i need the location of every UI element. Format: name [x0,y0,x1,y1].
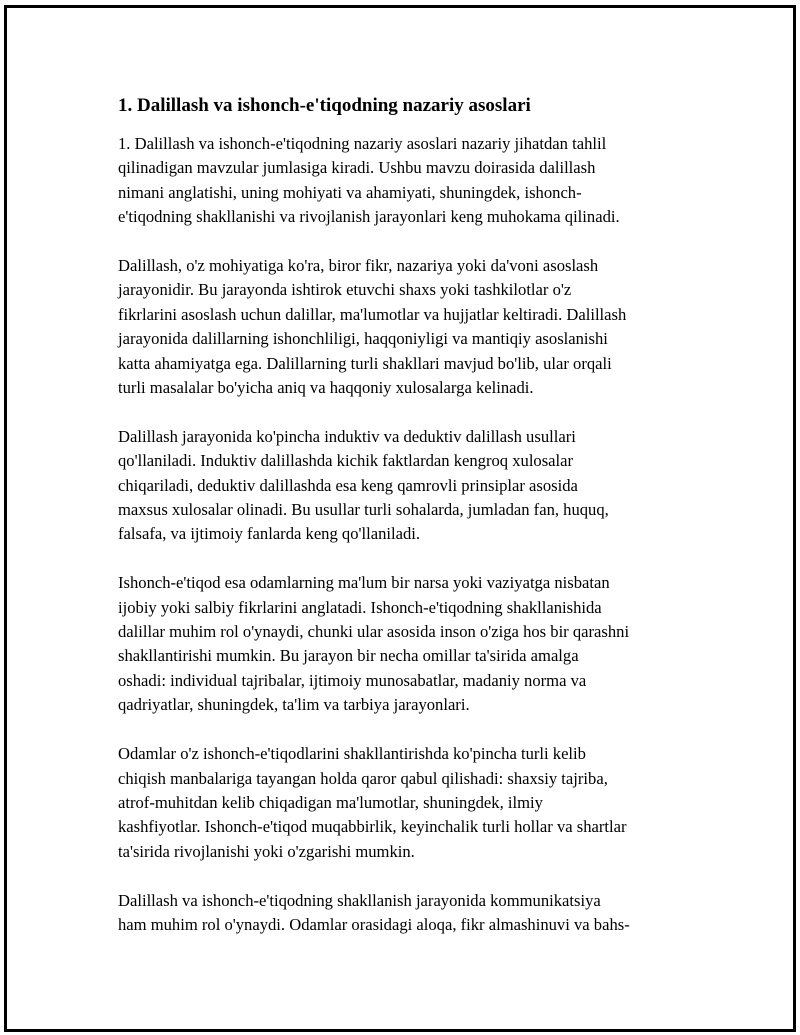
text-line: chiqish manbalariga tayangan holda qaror qabul qilishadi: shaxsiy tajriba, [118,768,608,788]
text-line: turli masalalar bo'yicha aniq va haqqoniy xulosalarga kelinadi. [118,378,534,398]
paragraph-4 [118,571,698,717]
text-line: shakllantirishi mumkin. Bu jarayon bir necha omillar ta'sirida amalga [118,646,579,666]
paragraph-6 [118,889,698,938]
text-line: qadriyatlar, shuningdek, ta'lim va tarbiya jarayonlari. [118,695,470,715]
text-line: oshadi: individual tajribalar, ijtimoiy munosabatlar, madaniy norma va [118,670,587,690]
text-line: dalillar muhim rol o'ynaydi, chunki ular asosida inson o'ziga hos bir qarashni [118,622,630,642]
text-line: e'tiqodning shakllanishi va rivojlanish jarayonlari keng muhokama qilinadi. [118,207,620,227]
section-heading: 1. Dalillash va ishonch-e'tiqodning nazariy asoslari [118,95,531,116]
text-line: jarayonida dalillarning ishonchliligi, haqqoniyligi va mantiqiy asoslanishi [118,329,608,349]
document-body [118,94,698,937]
text-line: maxsus xulosalar olinadi. Bu usullar turli sohalarda, jumladan fan, huquq, [118,500,609,520]
text-line: jarayonidir. Bu jarayonda ishtirok etuvchi shaxs yoki tashkilotlar o'z [118,280,572,300]
text-line: fikrlarini asoslash uchun dalillar, ma'lumotlar va hujjatlar keltiradi. Dalillash [118,304,627,324]
text-line: qilinadigan mavzular jumlasiga kiradi. Ushbu mavzu doirasida dalillash [118,158,596,178]
text-line: ta'sirida rivojlanishi yoki o'zgarishi mumkin. [118,841,415,861]
text-line: 1. Dalillash va ishonch-e'tiqodning nazariy asoslari nazariy jihatdan tahlil [118,134,607,153]
text-line: nimani anglatishi, uning mohiyati va ahamiyati, shuningdek, ishonch- [118,182,582,202]
text-line: katta ahamiyatga ega. Dalillarning turli shakllari mavjud bo'lib, ular orqali [118,353,612,373]
text-line: ijobiy yoki salbiy fikrlarini anglatadi. Ishonch-e'tiqodning shakllanishida [118,597,602,617]
paragraph-3 [118,425,698,547]
text-line: Dalillash jarayonida ko'pincha induktiv va deduktiv dalillash usullari [118,426,576,446]
text-line: Dalillash, o'z mohiyatiga ko'ra, biror fikr, nazariya yoki da'voni asoslash [118,256,599,276]
paragraph-2 [118,254,698,400]
text-line: atrof-muhitdan kelib chiqadigan ma'lumotlar, shuningdek, ilmiy [118,792,543,812]
text-line: ham muhim rol o'ynaydi. Odamlar orasidagi aloqa, fikr almashinuvi va bahs- [118,914,630,934]
text-line: chiqariladi, deduktiv dalillashda esa keng qamrovli prinsiplar asosida [118,475,578,495]
text-line: falsafa, va ijtimoiy fanlarda keng qo'llaniladi. [118,524,421,544]
text-line: kashfiyotlar. Ishonch-e'tiqod muqabbirlik, keyinchalik turli hollar va shartlar [118,817,627,837]
paragraph-1 [118,132,698,230]
paragraph-5 [118,742,698,864]
text-line: Dalillash va ishonch-e'tiqodning shakllanish jarayonida kommunikatsiya [118,890,601,910]
text-line: Odamlar o'z ishonch-e'tiqodlarini shakllantirishda ko'pincha turli kelib [118,744,586,764]
text-line: Ishonch-e'tiqod esa odamlarning ma'lum bir narsa yoki vaziyatga nisbatan [118,573,610,593]
text-line: qo'llaniladi. Induktiv dalillashda kichik faktlardan kengroq xulosalar [118,451,574,471]
